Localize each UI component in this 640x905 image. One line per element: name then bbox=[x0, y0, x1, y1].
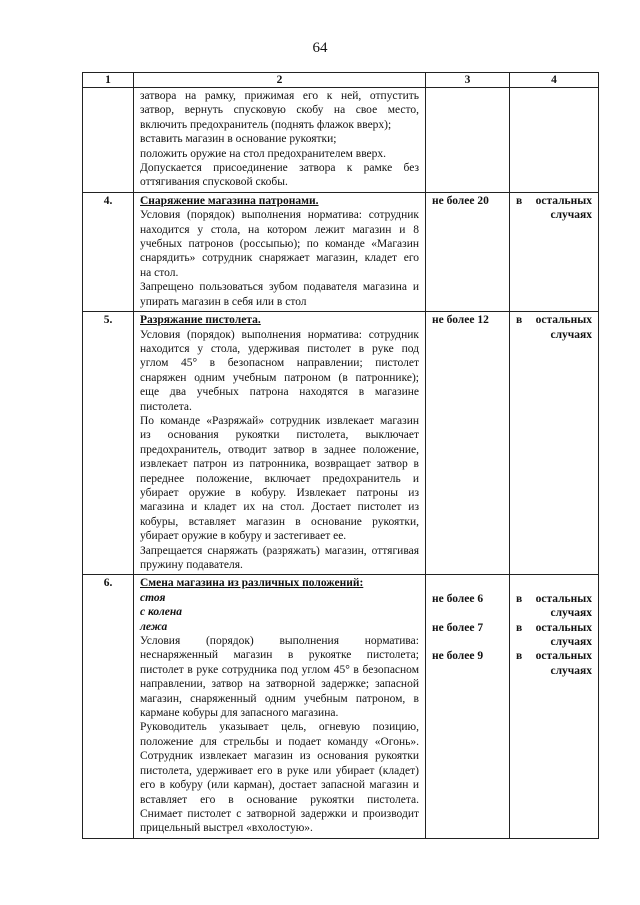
standards-table bbox=[82, 72, 599, 839]
norm-value: не более 7 bbox=[432, 621, 484, 634]
table-row bbox=[83, 88, 599, 193]
note-value bbox=[516, 592, 592, 621]
row-note bbox=[510, 88, 599, 193]
description-line: прицельный выстрел «вхолостую». bbox=[140, 822, 313, 835]
norm-value: не более 12 bbox=[432, 314, 489, 327]
description-line: снарядить» сотрудник снаряжает магазин, кладет его bbox=[140, 252, 419, 265]
description-line: неснаряженный магазин в рукоятке пистолета; bbox=[140, 649, 419, 662]
note-word: случаях bbox=[550, 664, 592, 677]
description-line: извлекает патрон из патронника, возвращает затвор в bbox=[140, 458, 419, 471]
row-number bbox=[83, 88, 134, 193]
description-line: включить предохранитель (поднять флажок вверх); bbox=[140, 118, 392, 131]
note-word: в bbox=[516, 592, 523, 605]
row-note bbox=[510, 312, 599, 575]
column-header-4: 4 bbox=[510, 73, 599, 88]
description-line: положить оружие на стол предохранителем вверх. bbox=[140, 147, 387, 160]
row-norm bbox=[426, 575, 510, 838]
description-line: кармане кобуры для запасного магазина. bbox=[140, 707, 339, 720]
description-line: убирает оружие в кобуру и застегивает ее. bbox=[140, 530, 347, 543]
description-line: По команде «Разряжай» сотрудник извлекает магазин bbox=[140, 414, 419, 427]
description-line: Допускается присоединение затвора к рамке без bbox=[140, 162, 419, 175]
note-value bbox=[516, 194, 592, 223]
table-row bbox=[83, 192, 599, 311]
description-line: Снаряжение магазина патронами. bbox=[140, 194, 319, 207]
description-line: предохранитель, отводит затвор в заднее положение, bbox=[140, 443, 419, 456]
norm-value: не более 20 bbox=[432, 194, 489, 207]
note-word: в bbox=[516, 314, 523, 327]
description-line: из основания рукоятки пистолета, выключает bbox=[140, 429, 419, 442]
description-line: Условия (порядок) выполнения норматива: сотрудник bbox=[140, 328, 419, 341]
description-line: Сотрудник извлекает магазин из основания рукоятки bbox=[140, 750, 419, 763]
row-number: 4. bbox=[83, 192, 134, 311]
description-line: пистолет в руке сотрудника под углом 45° в безопасном bbox=[140, 663, 419, 676]
description-line: находится у стола, на котором лежит магазин и 8 bbox=[140, 223, 419, 236]
description-line: оттягивания спусковой скобы. bbox=[140, 176, 288, 189]
note-word: случаях bbox=[550, 209, 592, 222]
note-word: случаях bbox=[550, 328, 592, 341]
row-norm bbox=[426, 312, 510, 575]
row-description bbox=[134, 192, 426, 311]
description-line: магазин, снаряженный одним учебным патроном, в bbox=[140, 692, 419, 705]
description-line: Запрещено пользоваться зубом подавателя магазина и bbox=[140, 281, 419, 294]
description-line: магазина и кладет их на стол. Достает пистолет из bbox=[140, 501, 419, 514]
description-line: Руководитель указывает цель, огневую позицию, bbox=[140, 721, 419, 734]
row-note bbox=[510, 575, 599, 838]
description-line: Условия (порядок) выполнения норматива: bbox=[140, 635, 419, 648]
column-header-2: 2 bbox=[134, 73, 426, 88]
table-header-row bbox=[83, 73, 599, 88]
description-line: упирать магазин в себя или в стол bbox=[140, 295, 307, 308]
note-word: в bbox=[516, 650, 523, 663]
description-line: пистолета. bbox=[140, 400, 192, 413]
row-norm bbox=[426, 192, 510, 311]
description-line: Разряжание пистолета. bbox=[140, 314, 261, 327]
description-line: пружину подавателя. bbox=[140, 559, 243, 571]
description-line: вставить магазин в основание рукоятки; bbox=[140, 133, 337, 146]
note-word: остальных bbox=[535, 621, 592, 634]
description-line: стоя bbox=[140, 591, 166, 604]
row-number: 5. bbox=[83, 312, 134, 575]
column-header-1: 1 bbox=[83, 73, 134, 88]
description-line: затвора на рамку, прижимая его к ней, отпустить bbox=[140, 90, 419, 102]
description-line: затвор, вернуть спусковую скобу на свое место, bbox=[140, 104, 419, 117]
note-word: в bbox=[516, 621, 523, 634]
row-note bbox=[510, 192, 599, 311]
row-norm bbox=[426, 88, 510, 193]
note-word: остальных bbox=[535, 194, 592, 207]
description-line: с колена bbox=[140, 606, 182, 619]
description-line: его в кобуру (или карман), достает запасной магазин и bbox=[140, 779, 419, 792]
description-line: направлении, затвор на затворной задержке; запасной bbox=[140, 678, 419, 691]
note-word: в bbox=[516, 194, 523, 207]
description-line: переднее положение, включает предохранитель и bbox=[140, 472, 419, 485]
note-word: остальных bbox=[535, 314, 592, 327]
note-word: случаях bbox=[550, 607, 592, 620]
norm-value: не более 9 bbox=[432, 650, 484, 663]
row-description bbox=[134, 575, 426, 838]
note-value bbox=[516, 621, 592, 650]
description-line: пистолета, удерживает его в руке или убирает (кладет) bbox=[140, 764, 419, 777]
note-value bbox=[516, 313, 592, 342]
description-line: положение для стрельбы и подает команду «Огонь». bbox=[140, 735, 419, 748]
description-line: углом 45° в безопасном направлении; пистолет bbox=[140, 357, 419, 370]
description-line: вставляет его в основание рукоятки пистолета. bbox=[140, 793, 419, 806]
description-line: снаряжен одним учебным патроном (в патроннике); bbox=[140, 371, 419, 384]
column-header-3: 3 bbox=[426, 73, 510, 88]
description-line: учебных патронов (россыпью); по команде «Магазин bbox=[140, 238, 419, 251]
note-word: остальных bbox=[535, 650, 592, 663]
page-number: 64 bbox=[312, 40, 328, 56]
note-word: остальных bbox=[535, 592, 592, 605]
row-description bbox=[134, 312, 426, 575]
row-description bbox=[134, 88, 426, 193]
description-line: кобуры, вставляет магазин в основание рукоятки, bbox=[140, 515, 419, 528]
note-value bbox=[516, 649, 592, 678]
description-line: Запрещается снаряжать (разряжать) магазин, оттягивая bbox=[140, 544, 419, 557]
description-line: лежа bbox=[140, 620, 168, 633]
row-number: 6. bbox=[83, 575, 134, 838]
description-line: убирает оружие в кобуру. Извлекает патроны из bbox=[140, 486, 419, 499]
description-line: находится у стола, удерживая пистолет в руке под bbox=[140, 342, 419, 355]
description-line: Снимает пистолет с затворной задержки и производит bbox=[140, 807, 419, 820]
description-line: Условия (порядок) выполнения норматива: сотрудник bbox=[140, 209, 419, 222]
note-word: случаях bbox=[550, 636, 592, 648]
description-line: на стол. bbox=[140, 266, 179, 279]
table-row bbox=[83, 312, 599, 575]
description-line: Смена магазина из различных положений: bbox=[140, 577, 364, 590]
table-row bbox=[83, 575, 599, 838]
norm-value: не более 6 bbox=[432, 592, 484, 605]
description-line: еще два учебных патрона находятся в магазине bbox=[140, 386, 419, 399]
